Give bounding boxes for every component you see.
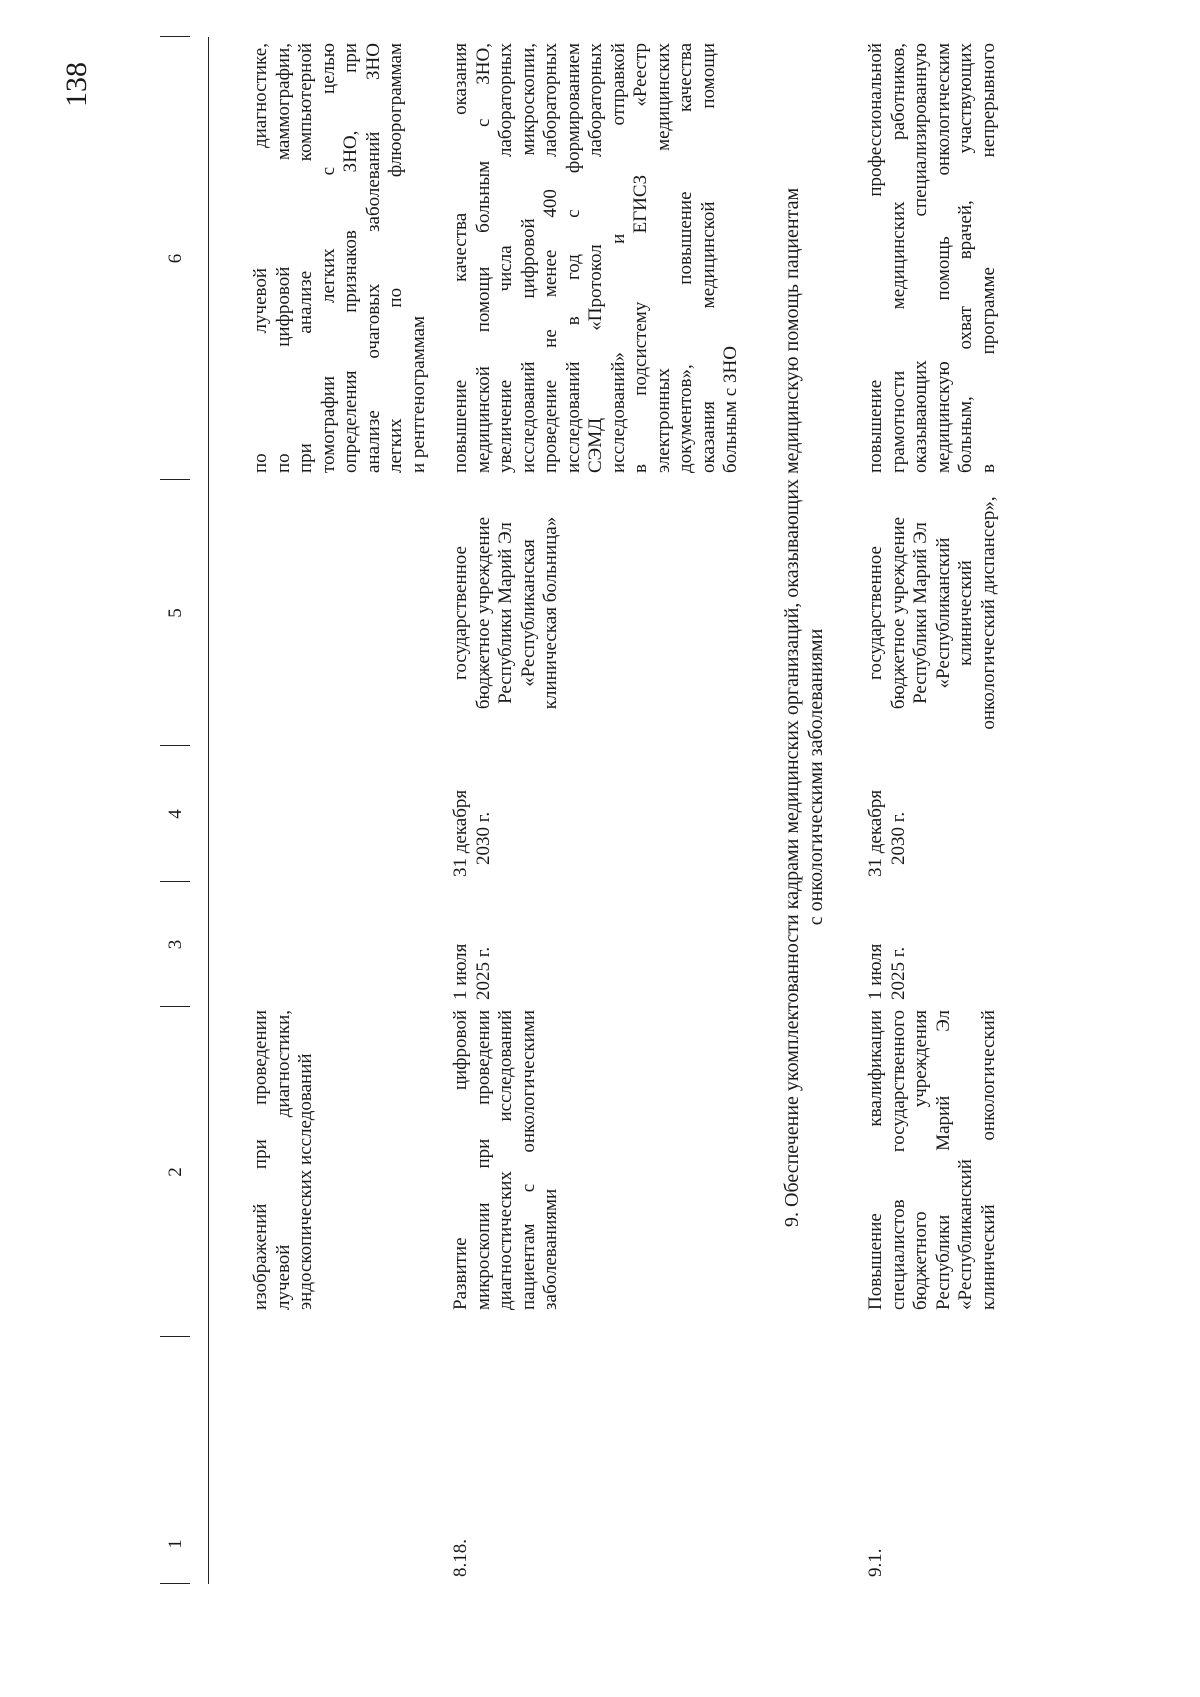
text-line: «Республиканский <box>955 1159 976 1310</box>
text-line: 31 декабря <box>865 789 886 877</box>
text-line: исследований» и отправкой <box>607 43 629 473</box>
text-line: бюджетного учреждения <box>910 1010 931 1310</box>
column-header-1: 1 <box>165 1539 186 1549</box>
text-line: по лучевой диагностике, <box>250 43 271 473</box>
text-line: исследований в год с формированием <box>562 43 584 473</box>
row-8-18-responsible <box>450 480 563 746</box>
text-line: оказывающих специализированную <box>910 43 931 473</box>
row-8-18-start-date <box>450 885 495 1000</box>
row-8-18-result <box>450 43 743 473</box>
text-line: медицинскую помощь онкологическим <box>932 43 954 473</box>
row-8-18-end-date <box>450 747 495 877</box>
text-line: изображений при проведении <box>250 1010 271 1310</box>
text-line: по цифровой маммографии, <box>272 43 294 473</box>
text-line: лучевой диагностики, <box>272 1010 294 1310</box>
text-line: диагностических исследований <box>495 1010 516 1310</box>
text-line: Республики Марий Эл <box>932 1010 954 1310</box>
text-line: бюджетное учреждение <box>472 516 494 710</box>
text-line: 1 июля <box>865 943 886 1000</box>
text-line: оказания медицинской помощи <box>697 43 719 473</box>
text-line: онкологический диспансер», <box>977 496 999 730</box>
text-line: в подсистему ЕГИСЗ «Реестр <box>630 43 651 473</box>
page-number: 138 <box>60 62 93 107</box>
text-line: «Республиканский <box>932 537 954 689</box>
text-line: исследований цифровой микроскопии, <box>517 43 539 473</box>
text-line: электронных медицинских <box>652 43 674 473</box>
text-line: клинический онкологический <box>977 1010 999 1310</box>
text-line: Повышение квалификации <box>865 1010 886 1310</box>
text-line: пациентам с онкологическими <box>517 1010 539 1310</box>
column-header-2: 2 <box>165 1167 186 1177</box>
text-line: СЭМД «Протокол лабораторных <box>585 43 606 473</box>
column-header-6: 6 <box>165 253 186 264</box>
text-line: государственное <box>450 546 471 680</box>
text-line: эндоскопических исследований <box>295 1053 316 1310</box>
text-line: Республики Марий Эл <box>910 522 931 704</box>
text-line: повышение качества оказания <box>450 43 471 473</box>
row-cont-result <box>250 43 430 473</box>
text-line: клинический <box>955 560 976 666</box>
text-line: повышение профессиональной <box>865 43 886 473</box>
text-line: 2030 г. <box>472 811 494 865</box>
row-number-9-1: 9.1. <box>865 1548 886 1577</box>
section-heading-9 <box>780 187 828 1227</box>
column-header-5: 5 <box>165 608 186 618</box>
text-line: клиническая больница» <box>540 516 561 710</box>
text-line: определения признаков ЗНО, при <box>340 43 361 473</box>
text-line: государственное <box>865 546 886 680</box>
text-line: Республики Марий Эл <box>495 522 516 704</box>
text-line: бюджетное учреждение <box>887 516 909 710</box>
text-line: и рентгенограммам <box>407 315 429 473</box>
row-cont-description <box>250 1010 318 1310</box>
text-line: увеличение числа лабораторных <box>495 43 516 473</box>
column-header-4: 4 <box>165 809 186 819</box>
text-line: 31 декабря <box>450 789 471 877</box>
row-9-1-responsible <box>865 480 1000 746</box>
text-line: заболеваниями <box>540 1188 561 1310</box>
text-line: 9. Обеспечение укомплектованности кадрами медицинских организаций, оказывающих медицинскую помощь пациентам <box>781 187 803 1227</box>
text-line: больным, охват врачей, участвующих <box>955 43 976 473</box>
text-line: анализе очаговых заболеваний ЗНО <box>362 43 384 473</box>
text-line: 2025 г. <box>472 946 494 1000</box>
text-line: специалистов государственного <box>887 1010 909 1310</box>
text-line: проведение не менее 400 лабораторных <box>540 43 561 473</box>
text-line: больным с ЗНО <box>720 346 741 473</box>
text-line: с онкологическими заболеваниями <box>805 628 827 926</box>
text-line: микроскопии при проведении <box>472 1010 494 1310</box>
text-line: 1 июля <box>450 943 471 1000</box>
row-9-1-end-date <box>865 747 910 877</box>
text-line: в программе непрерывного <box>977 43 999 473</box>
row-9-1-result <box>865 43 1000 473</box>
text-line: Развитие цифровой <box>450 1010 471 1310</box>
text-line: медицинской помощи больным с ЗНО, <box>472 43 494 473</box>
column-header-3: 3 <box>165 939 186 950</box>
text-line: документов», повышение качества <box>675 43 696 473</box>
row-8-18-description <box>450 1010 563 1310</box>
row-9-1-start-date <box>865 885 910 1000</box>
text-line: 2030 г. <box>887 811 909 865</box>
text-line: легких по флюорограммам <box>385 43 406 473</box>
row-9-1-description <box>865 1010 1000 1310</box>
header-bottom-border <box>208 37 209 1584</box>
text-line: томографии легких с целью <box>317 43 339 473</box>
text-line: при анализе компьютерной <box>295 43 316 473</box>
row-number-8-18: 8.18. <box>450 1539 471 1577</box>
text-line: «Республиканская <box>517 539 539 687</box>
text-line: грамотности медицинских работников, <box>887 43 909 473</box>
text-line: 2025 г. <box>887 946 909 1000</box>
